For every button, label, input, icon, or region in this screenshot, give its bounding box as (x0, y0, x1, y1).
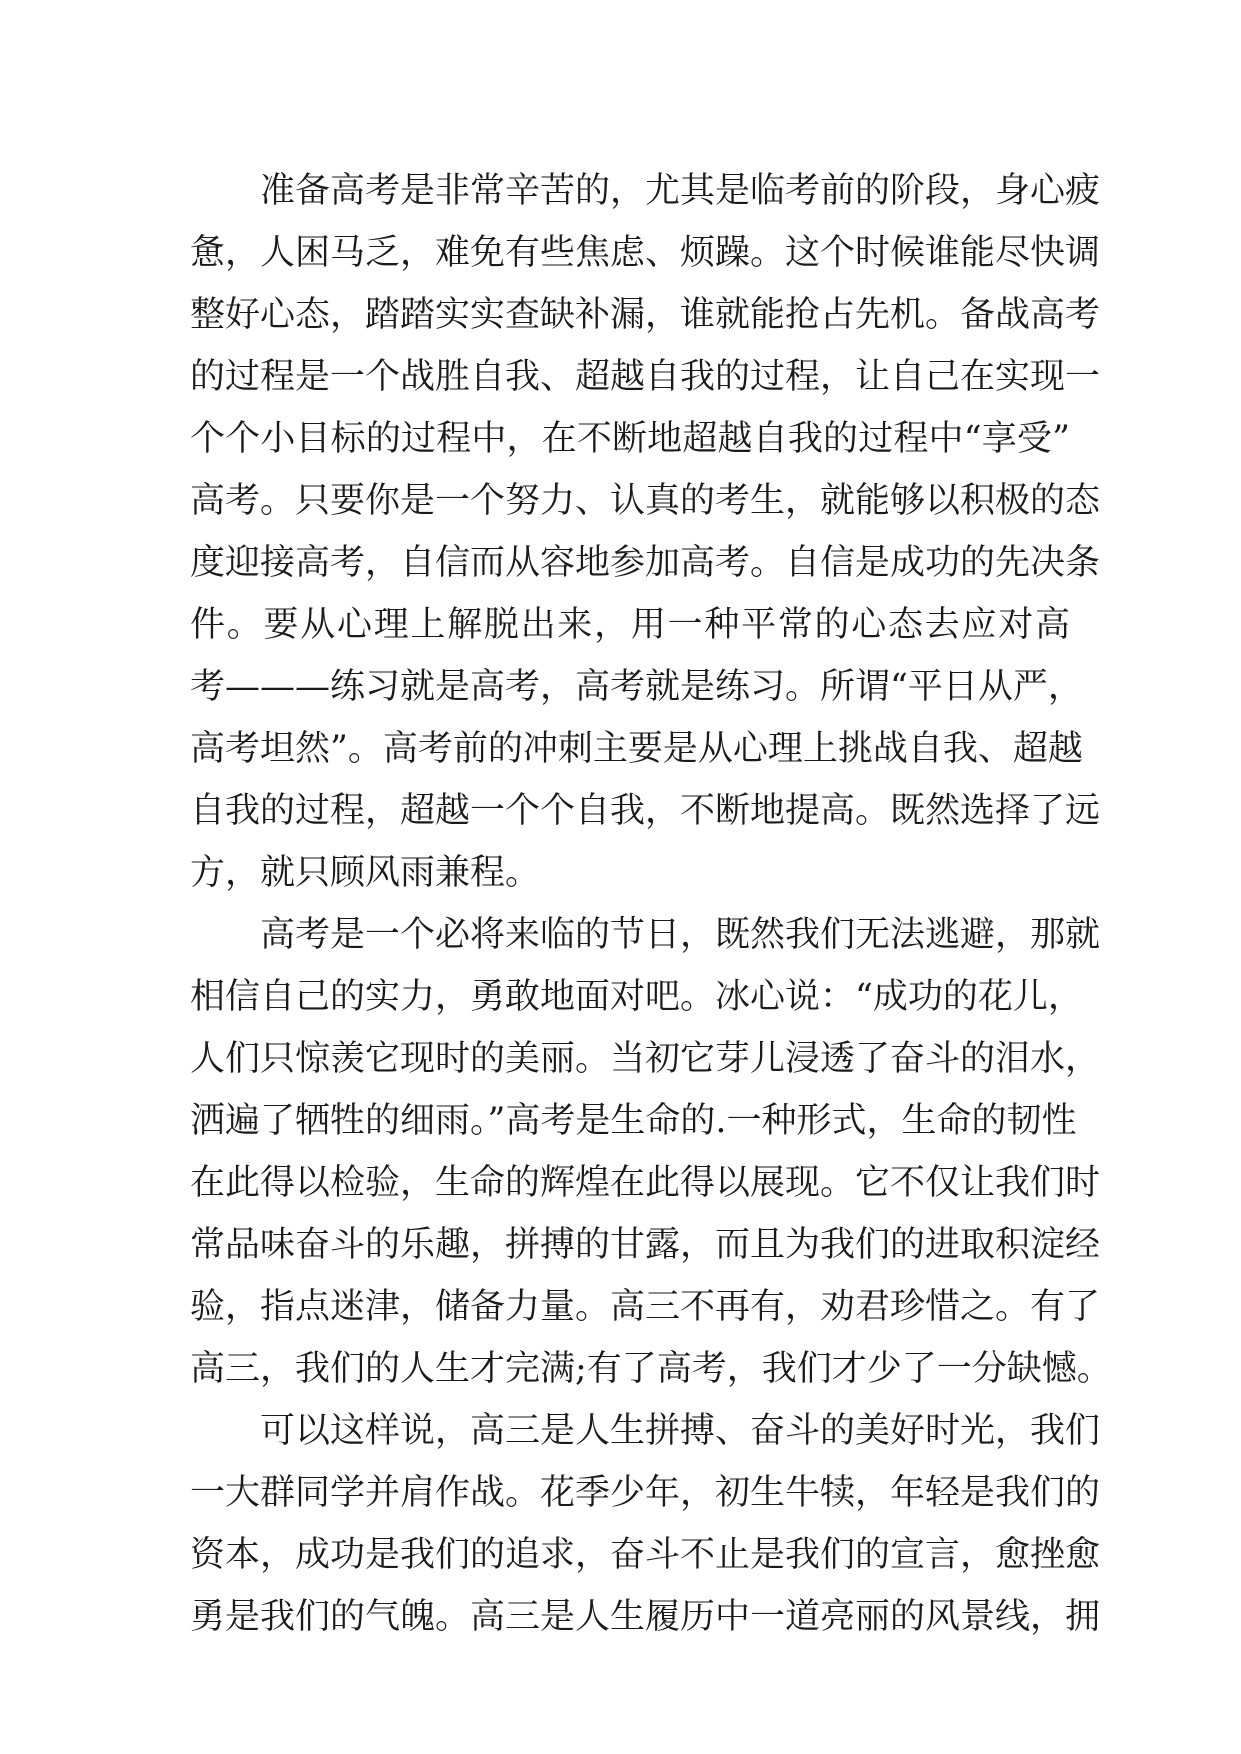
paragraph-3-line-2: 一大群同学并肩作战。花季少年，初生牛犊，年轻是我们的 (190, 1473, 1101, 1513)
paragraph-3-line-3: 资本，成功是我们的追求，奋斗不止是我们的宣言，愈挫愈 (190, 1535, 1101, 1575)
paragraph-1-line-6: 高考。只要你是一个努力、认真的考生，就能够以积极的态 (190, 481, 1101, 521)
paragraph-1-line-12: 方，就只顾风雨兼程。 (190, 853, 541, 893)
paragraph-1-line-11: 自我的过程，超越一个个自我，不断地提高。既然选择了远 (190, 791, 1101, 831)
paragraph-1-line-9: 考———练习就是高考，高考就是练习。所谓“平日从严， (190, 667, 1083, 707)
paragraph-1-line-7: 度迎接高考，自信而从容地参加高考。自信是成功的先决条 (190, 543, 1101, 583)
paragraph-1-line-10: 高考坦然”。高考前的冲刺主要是从心理上挑战自我、超越 (190, 729, 1083, 769)
paragraph-2-line-4: 洒遍了牺牲的细雨。”高考是生命的.一种形式，生命的韧性 (190, 1101, 1077, 1141)
paragraph-1-line-8: 件。要从心理上解脱出来，用一种平常的心态去应对高 (190, 605, 1070, 645)
paragraph-2-line-7: 验，指点迷津，储备力量。高三不再有，劝君珍惜之。有了 (190, 1287, 1101, 1327)
paragraph-1-line-1: 准备高考是非常辛苦的，尤其是临考前的阶段，身心疲 (260, 171, 1101, 211)
paragraph-2-line-1: 高考是一个必将来临的节日，既然我们无法逃避，那就 (260, 915, 1101, 955)
paragraph-2-line-8: 高三，我们的人生才完满;有了高考，我们才少了一分缺憾。 (190, 1349, 1112, 1389)
paragraph-1-line-4: 的过程是一个战胜自我、超越自我的过程，让自己在实现一 (190, 357, 1101, 397)
paragraph-3-line-4: 勇是我们的气魄。高三是人生履历中一道亮丽的风景线，拥 (190, 1597, 1101, 1637)
paragraph-1-line-3: 整好心态，踏踏实实查缺补漏，谁就能抢占先机。备战高考 (190, 295, 1101, 335)
body-text (190, 160, 1112, 1648)
paragraph-3-line-1: 可以这样说，高三是人生拼搏、奋斗的美好时光，我们 (260, 1411, 1101, 1451)
paragraph-2-line-3: 人们只惊羡它现时的美丽。当初它芽儿浸透了奋斗的泪水， (190, 1039, 1101, 1079)
paragraph-2-line-5: 在此得以检验，生命的辉煌在此得以展现。它不仅让我们时 (190, 1163, 1101, 1203)
paragraph-2-line-2: 相信自己的实力，勇敢地面对吧。冰心说：“成功的花儿， (190, 977, 1083, 1017)
paragraph-1-line-5: 个个小目标的过程中，在不断地超越自我的过程中“享受” (190, 419, 1070, 459)
paragraph-1-line-2: 惫，人困马乏，难免有些焦虑、烦躁。这个时候谁能尽快调 (190, 233, 1101, 273)
paragraph-2-line-6: 常品味奋斗的乐趣，拼搏的甘露，而且为我们的进取积淀经 (190, 1225, 1101, 1265)
